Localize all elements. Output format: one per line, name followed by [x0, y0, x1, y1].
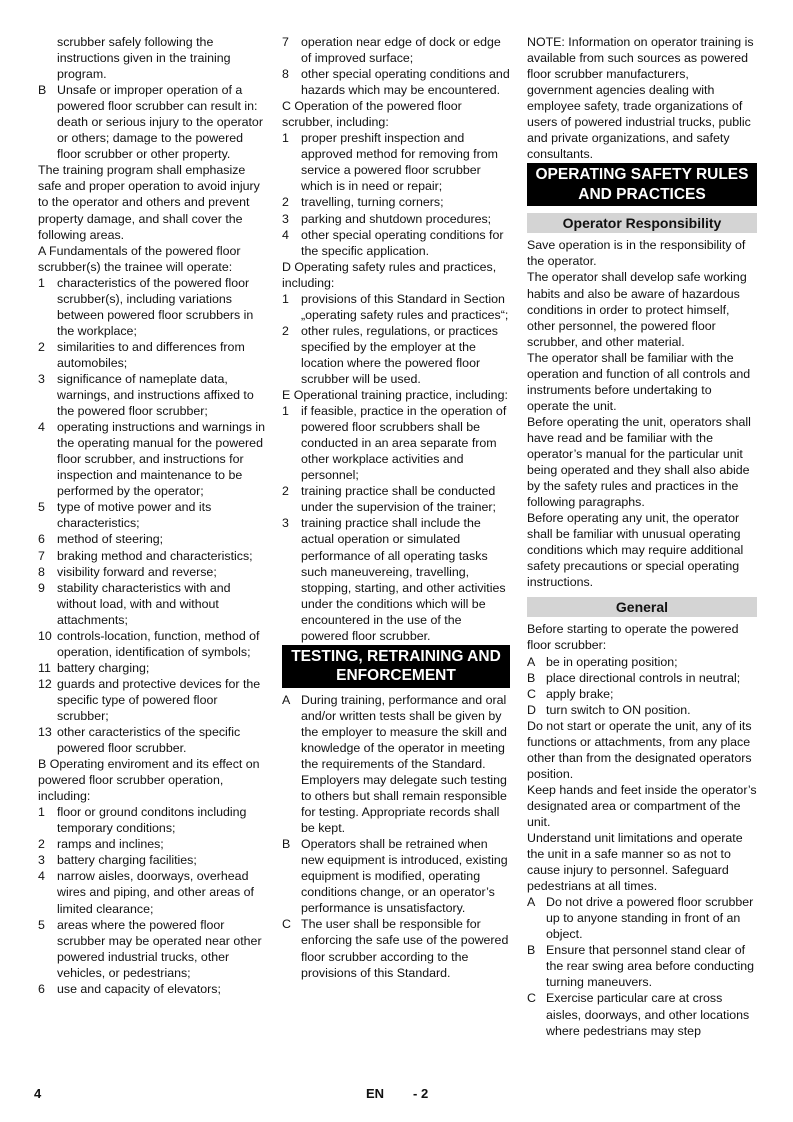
- list-item: [38, 836, 266, 852]
- list-item: [38, 531, 266, 547]
- list-marker: 5: [38, 917, 45, 932]
- list-item: [38, 917, 266, 981]
- list-marker: 2: [282, 195, 289, 210]
- list-item-text: other caracteristics of the specific powered floor scrubber.: [57, 725, 241, 756]
- list-marker: 11: [38, 660, 51, 675]
- list-marker: C: [527, 686, 536, 701]
- list-marker: 8: [38, 564, 45, 579]
- list-item-text: narrow aisles, doorways, overhead wires and piping, and other areas of limited clearance;: [57, 869, 254, 916]
- list-item: [38, 868, 266, 916]
- list-item-text: method of steering;: [57, 532, 164, 547]
- list-item-text: use and capacity of elevators;: [57, 981, 221, 996]
- list-item: [282, 692, 510, 836]
- list-item: [38, 724, 266, 756]
- list-item: [527, 654, 757, 670]
- paragraph: The operator shall be familiar with the operation and function of all controls and instruments before undertaking to operate the unit.: [527, 350, 751, 413]
- paragraph: A Fundamentals of the powered floor scrubber(s) the trainee will operate:: [38, 243, 241, 274]
- list-item: [38, 580, 266, 628]
- paragraph: scrubber safely following the instructions given in the training program.: [57, 35, 231, 82]
- list-marker: 3: [38, 853, 45, 868]
- list-item-text: type of motive power and its characteristics;: [57, 500, 212, 531]
- list-item: [282, 34, 510, 66]
- list-marker: 10: [38, 628, 52, 643]
- list-item-text: areas where the powered floor scrubber may be operated near other powered industrial trucks, other vehicles, or pedestrians;: [57, 917, 262, 980]
- list-marker: 1: [282, 131, 289, 146]
- list-item: [38, 981, 266, 997]
- list-marker: A: [527, 654, 536, 669]
- paragraph: Save operation is in the responsibility of the operator.: [527, 238, 746, 269]
- list-marker: B: [527, 943, 536, 958]
- list-item-text: Operators shall be retrained when new equipment is introduced, existing equipment is modified, operating conditions change, or an operator’s performance is unsatisfactory.: [301, 837, 508, 916]
- list-marker: 1: [282, 404, 289, 419]
- column-right: [527, 34, 757, 1039]
- list-marker: 2: [282, 484, 289, 499]
- subsection-heading: General: [527, 597, 757, 617]
- list-item: [282, 227, 510, 259]
- list-item-text: Ensure that personnel stand clear of the rear swing area before conducting turning maneuvers.: [546, 943, 755, 990]
- list-item: [38, 419, 266, 499]
- paragraph: Understand unit limitations and operate the unit in a safe manner so as not to cause injury to personnel. Safeguard pedestrians at all times.: [527, 831, 743, 894]
- list-item: [38, 628, 266, 660]
- list-item-text: significance of nameplate data, warnings, and instructions affixed to the powered floor scrubber;: [57, 371, 254, 419]
- list-marker: C: [282, 917, 291, 932]
- list-marker: 2: [282, 323, 289, 338]
- paragraph: E Operational training practice, including:: [282, 388, 508, 403]
- list-item: [282, 483, 510, 515]
- list-item-text: travelling, turning corners;: [301, 195, 444, 210]
- list-item-text: During training, performance and oral and/or written tests shall be given by the employer to measure the skill and knowledge of the operator in meeting the requirements of the Standard. Employers may delegate such testing to others but shall remain responsible for testing. Appropriate records shall be kept.: [301, 692, 507, 836]
- paragraph: Before operating the unit, operators shall have read and be familiar with the operator’s manual for the particular unit being operated and they shall also abide by the safety rules and practices in the following paragraphs.: [527, 414, 751, 510]
- list-item-text: Unsafe or improper operation of a powered floor scrubber can result in: death or serious injury to the operator or others; damage to the powered floor scrubber or other property.: [57, 83, 263, 162]
- paragraph: The operator shall develop safe working habits and also be aware of hazardous conditions in order to protect himself, other personnel, the powered floor scrubber, and other material.: [527, 270, 747, 349]
- list-marker: 8: [282, 67, 289, 82]
- list-marker: 9: [38, 580, 45, 595]
- list-item-text: place directional controls in neutral;: [546, 670, 741, 685]
- list-item: [38, 371, 266, 419]
- list-item-text: battery charging;: [57, 660, 150, 675]
- list-item: [282, 211, 510, 227]
- list-item: [282, 836, 510, 916]
- paragraph: D Operating safety rules and practices, including:: [282, 259, 497, 290]
- list-item: [38, 499, 266, 531]
- column-left: [38, 34, 266, 997]
- paragraph: B Operating enviroment and its effect on powered floor scrubber operation, including:: [38, 757, 260, 804]
- list-marker: 6: [38, 981, 45, 996]
- list-item-text: stability characteristics with and without load, with and without attachments;: [57, 580, 231, 627]
- list-item: [38, 676, 266, 724]
- list-item: [38, 564, 266, 580]
- list-item-text: apply brake;: [546, 686, 614, 701]
- list-item: [38, 852, 266, 868]
- list-item-text: training practice shall include the actual operation or simulated performance of all operating tasks such maneuvereing, travelling, stopping, starting, and other activities under the conditions which will be encountered in the use of the powered floor scrubber.: [301, 516, 506, 643]
- list-marker: A: [527, 895, 536, 910]
- section-heading: TESTING, RETRAINING AND ENFORCEMENT: [282, 645, 510, 688]
- list-marker: 12: [38, 676, 52, 691]
- list-item-text: visibility forward and reverse;: [57, 564, 217, 579]
- list-item-text: be in operating position;: [546, 654, 678, 669]
- list-item-text: Exercise particular care at cross aisles, doorways, and other locations where pedestrians may step: [546, 991, 750, 1038]
- list-item-text: proper preshift inspection and approved method for removing from service a powered floor scrubber which is in need or repair;: [301, 131, 498, 194]
- list-marker: 4: [38, 869, 45, 884]
- list-marker: 7: [38, 548, 45, 563]
- list-item-text: battery charging facilities;: [57, 853, 197, 868]
- list-item-text: ramps and inclines;: [57, 837, 164, 852]
- list-item-text: characteristics of the powered floor scrubber(s), including variations between powered floor scrubbers in the workplace;: [57, 275, 254, 338]
- list-item-text: if feasible, practice in the operation of powered floor scrubbers shall be conducted in an area separate from other workplace activities and personnel;: [301, 404, 507, 483]
- list-marker: 1: [282, 291, 289, 306]
- list-marker: 2: [38, 837, 45, 852]
- column-middle: [282, 34, 510, 981]
- list-marker: A: [282, 692, 291, 707]
- language-code: EN: [366, 1086, 385, 1101]
- list-item: [527, 942, 757, 990]
- list-item: [282, 323, 510, 387]
- list-marker: 6: [38, 532, 45, 547]
- subsection-heading: Operator Responsibility: [527, 213, 757, 233]
- list-marker: 2: [38, 339, 45, 354]
- list-marker: 3: [38, 371, 45, 386]
- list-item-text: controls-location, function, method of operation, identification of symbols;: [57, 628, 260, 659]
- list-marker: C: [527, 991, 536, 1006]
- list-marker: 7: [282, 35, 289, 49]
- list-item: [527, 686, 757, 702]
- list-item-text: operating instructions and warnings in the operating manual for the powered floor scrubber, and instructions for inspection and maintenance to be performed by the operator;: [57, 420, 266, 499]
- paragraph: The training program shall emphasize safe and proper operation to avoid injury to the operator and others and prevent property damage, and shall cover the following areas.: [38, 163, 260, 242]
- paragraph: C Operation of the powered floor scrubber, including:: [282, 99, 462, 130]
- list-item: [282, 66, 510, 98]
- list-item-text: provisions of this Standard in Section „operating safety rules and practices“;: [301, 291, 509, 322]
- list-marker: D: [527, 702, 536, 717]
- list-item-text: similarities to and differences from automobiles;: [57, 339, 245, 370]
- paragraph: Keep hands and feet inside the operator’s designated area or compartment of the unit.: [527, 782, 757, 829]
- list-item-text: other special operating conditions for the specific application.: [301, 227, 504, 258]
- list-marker: 4: [282, 227, 289, 242]
- paragraph: Do not start or operate the unit, any of its functions or attachments, from any place other than from the designated operators position.: [527, 718, 752, 781]
- sub-page-number: - 2: [413, 1086, 429, 1101]
- list-item: [282, 130, 510, 194]
- list-item-text: other special operating conditions and hazards which may be encountered.: [301, 67, 510, 98]
- list-item-text: turn switch to ON position.: [546, 702, 691, 717]
- list-item-text: guards and protective devices for the specific type of powered floor scrubber;: [57, 676, 261, 723]
- list-item: [38, 804, 266, 836]
- list-item: [282, 194, 510, 210]
- list-marker: 1: [38, 275, 45, 290]
- page-number: 4: [34, 1086, 42, 1101]
- list-item-text: Do not drive a powered floor scrubber up to anyone standing in front of an object.: [546, 895, 754, 942]
- list-item-text: braking method and characteristics;: [57, 548, 253, 563]
- list-marker: 3: [282, 211, 289, 226]
- list-item-text: floor or ground conditons including temporary conditions;: [57, 805, 247, 836]
- section-heading: OPERATING SAFETY RULES AND PRACTICES: [527, 163, 757, 206]
- list-marker: 5: [38, 500, 45, 515]
- paragraph: Before starting to operate the powered floor scrubber:: [527, 622, 739, 653]
- list-item: [282, 515, 510, 643]
- list-item: [38, 548, 266, 564]
- list-marker: 4: [38, 420, 45, 435]
- list-marker: 3: [282, 516, 289, 531]
- list-item: [282, 403, 510, 483]
- list-marker: B: [282, 837, 291, 852]
- list-item: [527, 990, 757, 1038]
- list-item-text: training practice shall be conducted under the supervision of the trainer;: [301, 484, 496, 515]
- list-item-text: The user shall be responsible for enforcing the safe use of the powered floor scrubber according to the provisions of this Standard.: [301, 917, 509, 980]
- paragraph: NOTE: Information on operator training is available from such sources as powered floor scrubber manufacturers, government agencies dealing with employee safety, trade organizations of users of powered industrial trucks, public and private organizations, and safety consultants.: [527, 35, 754, 162]
- list-item-text: parking and shutdown procedures;: [301, 211, 492, 226]
- list-item-text: operation near edge of dock or edge of improved surface;: [301, 35, 501, 66]
- list-item: [282, 291, 510, 323]
- list-marker: 1: [38, 805, 45, 820]
- list-item-text: other rules, regulations, or practices specified by the employer at the location where the powered floor scrubber will be used.: [301, 323, 498, 386]
- list-item: [282, 916, 510, 980]
- list-item: [38, 339, 266, 371]
- list-item: [527, 702, 757, 718]
- list-item: [527, 894, 757, 942]
- paragraph: Before operating any unit, the operator shall be familiar with unusual operating conditions which may require additional safety precautions or special operating instructions.: [527, 511, 744, 590]
- list-marker: 13: [38, 725, 52, 740]
- list-marker: B: [38, 83, 47, 98]
- list-item: [38, 660, 266, 676]
- list-item: [38, 275, 266, 339]
- list-item: [38, 82, 266, 162]
- list-marker: B: [527, 670, 536, 685]
- list-item: [527, 670, 757, 686]
